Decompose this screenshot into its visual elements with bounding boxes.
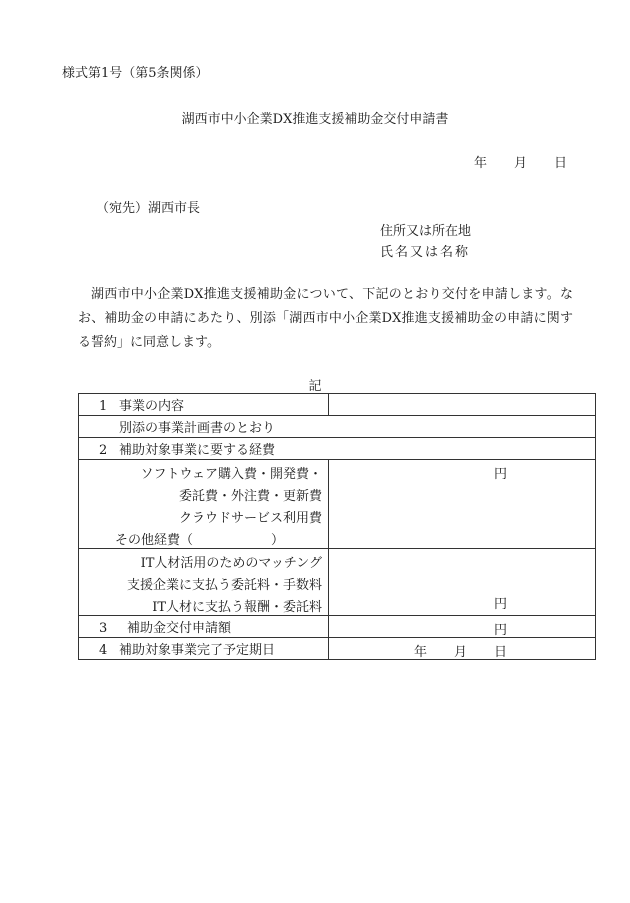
item1-number: 1 — [99, 399, 108, 414]
it-cost-line3: IT人材に支払う報酬・委託料 — [152, 600, 322, 615]
item4-month-label: 月 — [454, 645, 468, 660]
applicant-address-label: 住所又は所在地 — [380, 224, 472, 239]
it-cost-value-cell[interactable] — [329, 549, 596, 616]
software-cost-line2: 委託費・外注費・更新費 — [178, 489, 322, 504]
item1-value-cell[interactable] — [329, 394, 596, 416]
application-body-text: 湖西市中小企業DX推進支援補助金について、下記のとおり交付を申請します。なお、補助金の申請にあたり、別添「湖西市中小企業DX推進支援補助金の申請に関する誓約」に同意します。 — [78, 287, 573, 350]
document-title: 湖西市中小企業DX推進支援補助金交付申請書 — [181, 112, 449, 127]
item4-label: 補助対象事業完了予定期日 — [119, 643, 276, 658]
item4-number: 4 — [99, 643, 108, 658]
table-row — [79, 638, 596, 660]
form-number: 様式第1号（第5条関係） — [62, 66, 209, 81]
item1-label-cell — [79, 394, 329, 416]
addressee: （宛先）湖西市長 — [96, 201, 201, 216]
item4-year-label: 年 — [414, 645, 428, 660]
it-cost-line1: IT人材活用のためのマッチング — [140, 556, 322, 571]
item1-detail-cell — [79, 416, 596, 438]
software-cost-line4: その他経費（ ） — [115, 533, 285, 548]
software-cost-label-cell — [79, 460, 329, 549]
it-cost-label-cell — [79, 549, 329, 616]
item2-label: 補助対象事業に要する経費 — [119, 443, 276, 458]
item1-label: 事業の内容 — [119, 399, 185, 414]
date-year-label: 年 — [474, 156, 488, 171]
table-row — [79, 394, 596, 416]
software-cost-value-cell[interactable] — [329, 460, 596, 549]
table-row — [79, 460, 596, 549]
item3-yen: 円 — [494, 623, 508, 638]
table-row — [79, 438, 596, 460]
date-month-label: 月 — [514, 156, 528, 171]
item1-detail: 別添の事業計画書のとおり — [119, 421, 276, 436]
software-cost-line1: ソフトウェア購入費・開発費・ — [140, 467, 322, 482]
software-cost-line3: クラウドサービス利用費 — [178, 511, 322, 526]
item4-date-cell[interactable] — [329, 638, 596, 660]
item4-day-label: 日 — [494, 645, 508, 660]
it-cost-line2: 支援企業に支払う委託料・手数料 — [126, 578, 322, 593]
item4-label-cell — [79, 638, 329, 660]
item3-number: 3 — [99, 621, 108, 636]
item3-label-cell — [79, 616, 329, 638]
date-day-label: 日 — [554, 156, 568, 171]
item3-label: 補助金交付申請額 — [127, 621, 232, 636]
applicant-name-label: 氏名又は名称 — [380, 245, 471, 260]
software-cost-yen: 円 — [494, 467, 508, 482]
item3-value-cell[interactable] — [329, 616, 596, 638]
table-row — [79, 549, 596, 616]
item2-number: 2 — [99, 443, 108, 458]
table-row — [79, 416, 596, 438]
table-row — [79, 616, 596, 638]
application-items-table — [78, 393, 596, 660]
item2-heading-cell — [79, 438, 596, 460]
ki-heading: 記 — [308, 379, 322, 394]
it-cost-yen: 円 — [494, 597, 508, 612]
